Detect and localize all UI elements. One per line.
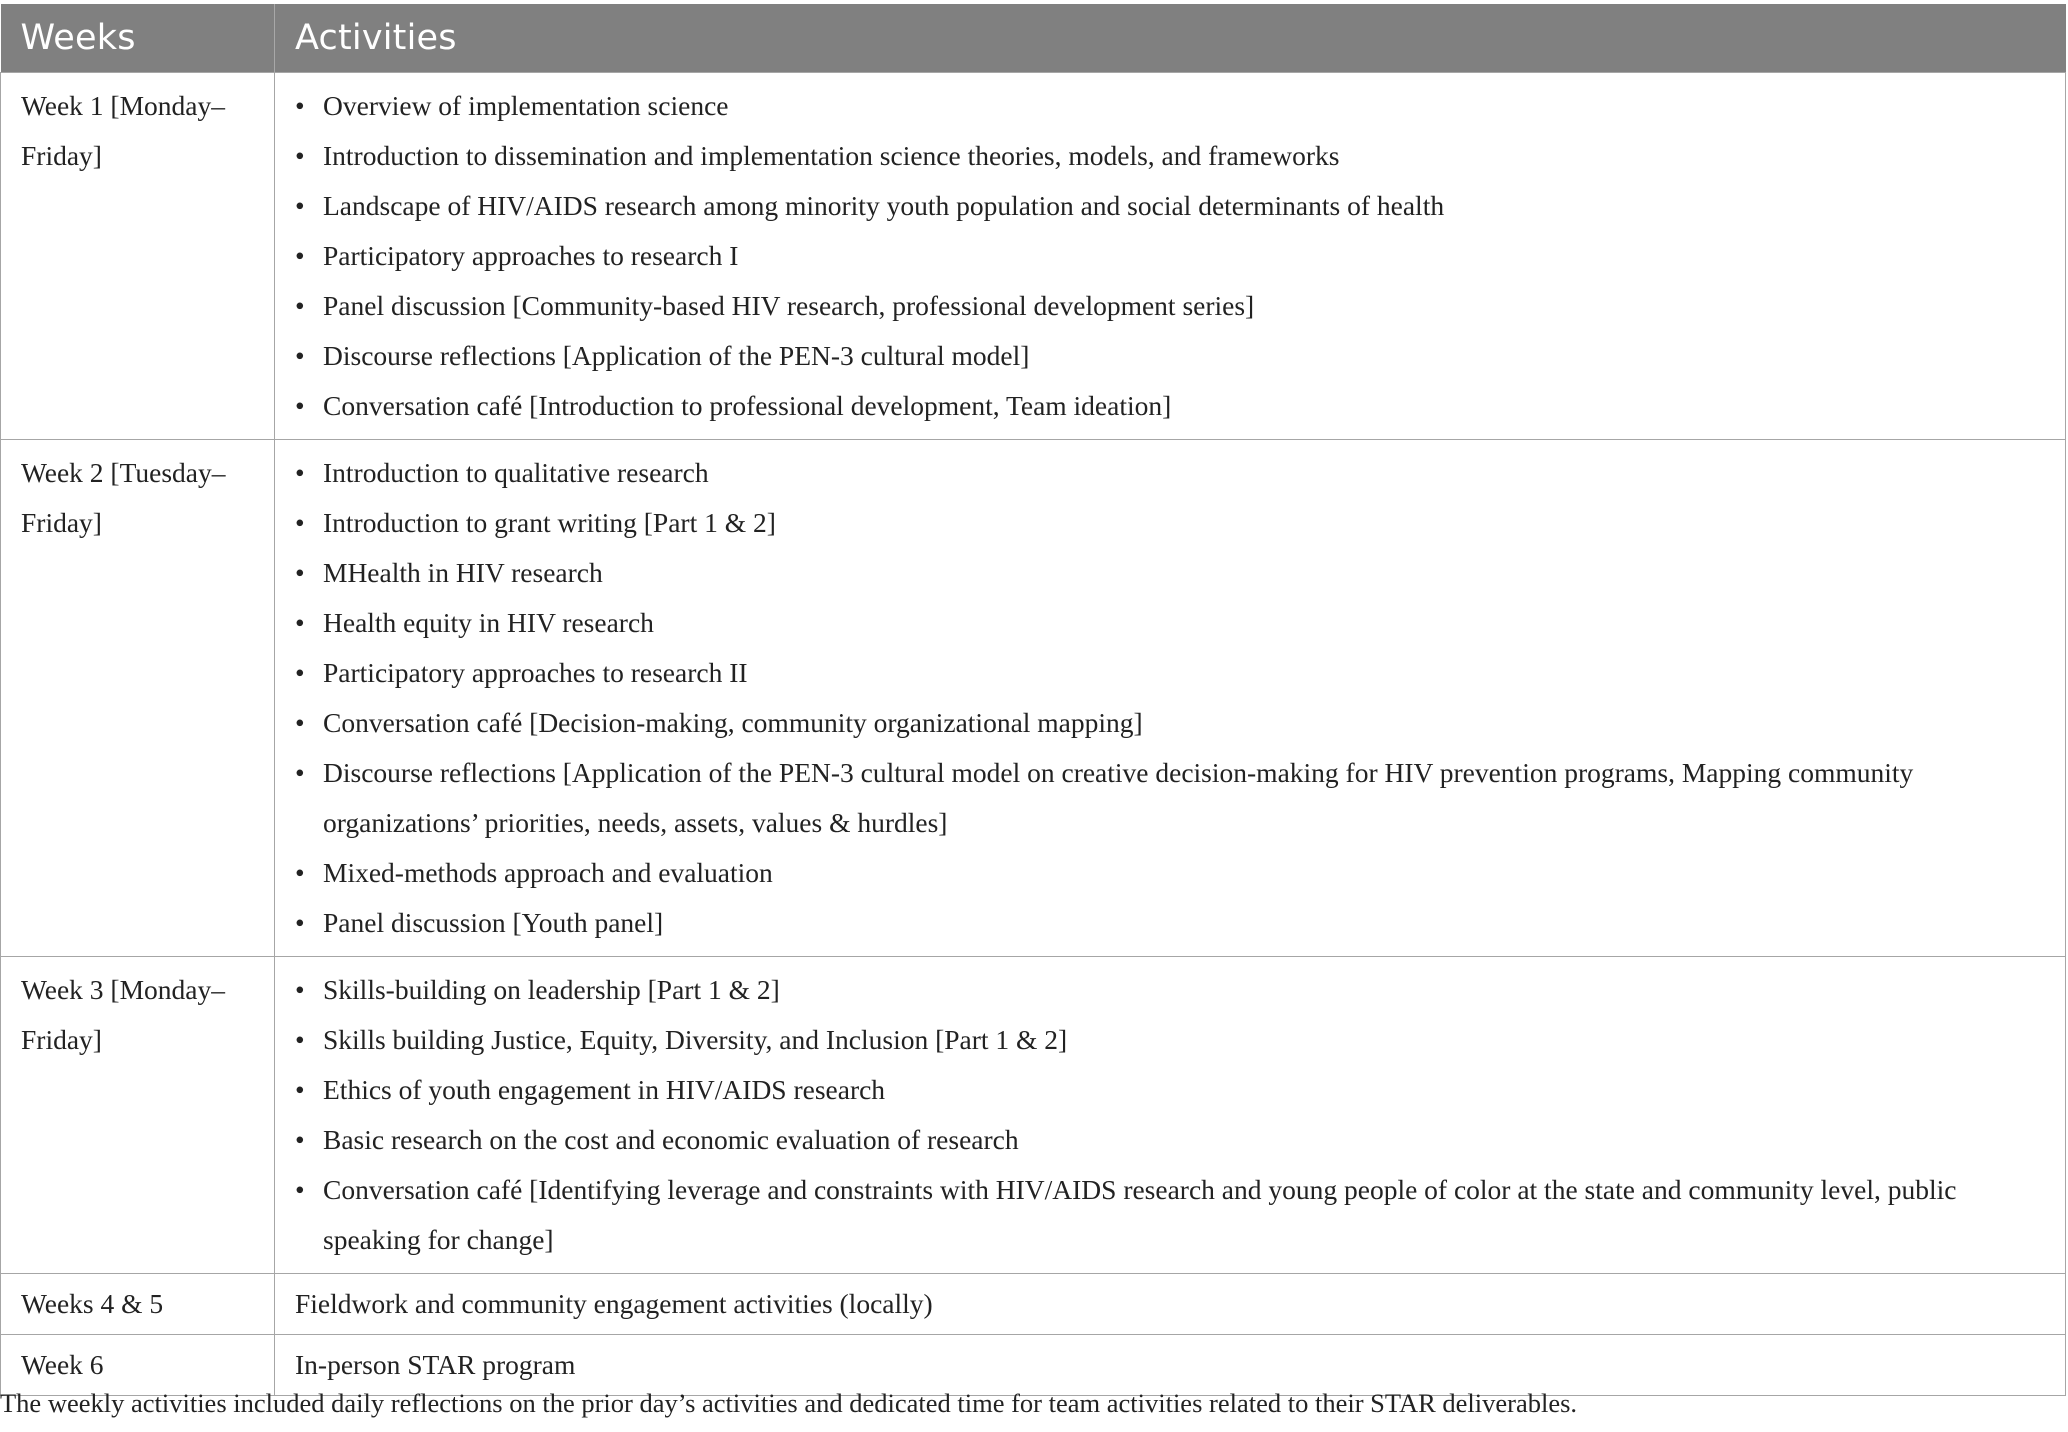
bullet-icon: • [295,390,305,421]
table-footnote: The weekly activities included daily reflections on the prior day’s activities and dedicated time for team activities related to their STAR deliverables. [0,1388,1578,1418]
list-item [289,331,2045,381]
list-item [289,81,2045,131]
header-activities: Activities [275,4,2066,73]
bullet-icon: • [295,190,305,221]
bullet-icon: • [295,457,305,488]
activity-text: Panel discussion [Youth panel] [323,907,664,938]
bullet-icon: • [295,757,305,788]
bullet-icon: • [295,1174,305,1205]
activity-text: Participatory approaches to research II [323,657,748,688]
week-cell: Week 6 [1,1335,275,1396]
activity-text: Conversation café [Introduction to professional development, Team ideation] [323,390,1172,421]
table-row [1,1335,2066,1396]
week-cell: Weeks 4 & 5 [1,1274,275,1335]
list-item [289,448,2045,498]
table-row [1,1274,2066,1335]
bullet-icon: • [295,1124,305,1155]
bullet-icon: • [295,290,305,321]
activity-text: Discourse reflections [Application of the PEN-3 cultural model on creative decision-making for HIV prevention programs, Mapping community organizations’ priorities, needs, assets, values & hurdles] [323,757,1914,838]
activity-list [289,448,2045,948]
bullet-icon: • [295,507,305,538]
activity-list [289,965,2045,1265]
list-item [289,965,2045,1015]
week-label-line2: Friday] [21,140,102,171]
list-item [289,181,2045,231]
bullet-icon: • [295,90,305,121]
activity-text: Overview of implementation science [323,90,729,121]
activity-text: Health equity in HIV research [323,607,654,638]
week-label-line2: Friday] [21,507,102,538]
activities-cell [275,73,2066,440]
activity-cell: In-person STAR program [275,1335,2066,1396]
activity-list [289,81,2045,431]
table-row [1,957,2066,1274]
activity-text: Basic research on the cost and economic evaluation of research [323,1124,1019,1155]
activities-cell [275,957,2066,1274]
activity-text: MHealth in HIV research [323,557,603,588]
bullet-icon: • [295,340,305,371]
week-label-line1: Week 3 [Monday– [21,974,225,1005]
list-item [289,1015,2045,1065]
bullet-icon: • [295,240,305,271]
list-item [289,381,2045,431]
list-item [289,648,2045,698]
bullet-icon: • [295,557,305,588]
list-item [289,848,2045,898]
activity-text: Skills building Justice, Equity, Diversity, and Inclusion [Part 1 & 2] [323,1024,1068,1055]
list-item [289,898,2045,948]
activity-text: Discourse reflections [Application of the PEN-3 cultural model] [323,340,1030,371]
table-header-row [1,4,2066,73]
activity-cell: Fieldwork and community engagement activities (locally) [275,1274,2066,1335]
bullet-icon: • [295,607,305,638]
list-item [289,498,2045,548]
activity-text: Participatory approaches to research I [323,240,739,271]
bullet-icon: • [295,707,305,738]
activity-text: Introduction to grant writing [Part 1 & 2] [323,507,776,538]
bullet-icon: • [295,140,305,171]
bullet-icon: • [295,657,305,688]
list-item [289,1065,2045,1115]
bullet-icon: • [295,1074,305,1105]
list-item [289,131,2045,181]
activity-text: Conversation café [Decision-making, community organizational mapping] [323,707,1143,738]
activity-text: Conversation café [Identifying leverage and constraints with HIV/AIDS research and young people of color at the state and community level, public speaking for change] [323,1174,1957,1255]
activities-table [0,4,2066,1396]
list-item [289,698,2045,748]
bullet-icon: • [295,857,305,888]
list-item [289,1165,2045,1265]
activity-text: Mixed-methods approach and evaluation [323,857,773,888]
activity-text: Skills-building on leadership [Part 1 & 2] [323,974,780,1005]
activity-text: Introduction to qualitative research [323,457,709,488]
bullet-icon: • [295,1024,305,1055]
activities-cell [275,440,2066,957]
list-item [289,281,2045,331]
header-weeks: Weeks [1,4,275,73]
week-cell [1,440,275,957]
list-item [289,1115,2045,1165]
activity-text: Introduction to dissemination and implementation science theories, models, and frameworks [323,140,1340,171]
activity-text: Landscape of HIV/AIDS research among minority youth population and social determinants of health [323,190,1445,221]
list-item [289,231,2045,281]
list-item [289,598,2045,648]
week-label-line2: Friday] [21,1024,102,1055]
week-cell [1,73,275,440]
list-item [289,548,2045,598]
list-item [289,748,2045,848]
week-label-line1: Week 2 [Tuesday– [21,457,226,488]
table-row [1,73,2066,440]
activity-text: Panel discussion [Community-based HIV research, professional development series] [323,290,1255,321]
activity-text: Ethics of youth engagement in HIV/AIDS research [323,1074,886,1105]
week-label-line1: Week 1 [Monday– [21,90,225,121]
week-cell [1,957,275,1274]
bullet-icon: • [295,974,305,1005]
bullet-icon: • [295,907,305,938]
table-row [1,440,2066,957]
